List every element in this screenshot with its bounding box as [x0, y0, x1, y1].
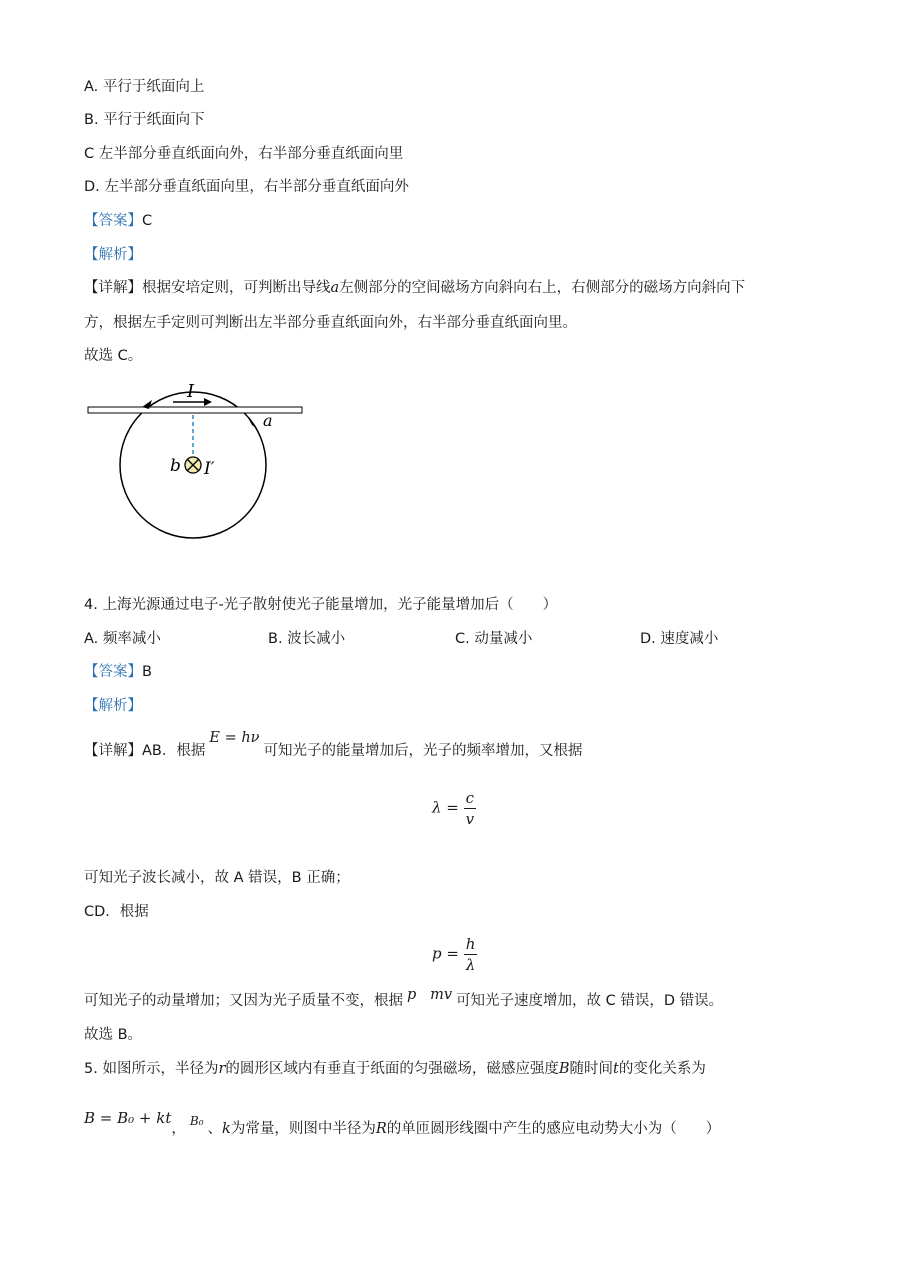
detail-text: AB．根据 — [142, 743, 206, 759]
text: 、 — [207, 1121, 223, 1137]
answer-value: C — [142, 213, 153, 229]
q4-wavelength-line: 可知光子波长减小，故 A 错误，B 正确； — [84, 870, 350, 886]
var-R: R — [375, 1121, 387, 1137]
q3-detail-line2: 方，根据左手定则可判断出左半部分垂直纸面向外，右半部分垂直纸面向里。 — [84, 315, 577, 331]
text: 的圆形区域内有垂直于纸面的匀强磁场，磁感应强度 — [225, 1061, 559, 1077]
equation-p-mv: p mv — [407, 987, 453, 1003]
q5-stem-line1 — [84, 1059, 706, 1079]
q4-option-a: A. 频率减小 — [84, 631, 161, 647]
var-r: r — [218, 1061, 226, 1077]
var-t: t — [613, 1061, 619, 1077]
label-b: b — [170, 456, 181, 476]
detail-text: 可知光子的能量增加后，光子的频率增加，又根据 — [263, 743, 583, 759]
q4-detail — [84, 730, 583, 761]
denominator: λ — [465, 956, 476, 974]
text: 的单匝圆形线圈中产生的感应电动势大小为（ ） — [386, 1121, 721, 1137]
text: 为常量，则图中半径为 — [230, 1121, 376, 1137]
equation-momentum — [432, 934, 477, 975]
var-B0: B₀ — [189, 1114, 204, 1128]
eq-lhs: p = — [432, 944, 459, 963]
q3-option-b: B. 平行于纸面向下 — [84, 112, 205, 128]
text: 随时间 — [569, 1061, 614, 1077]
detail-text: 根据安培定则，可判断出导线 — [142, 280, 331, 296]
numerator: c — [465, 789, 475, 807]
text: 可知光子的动量增加；又因为光子质量不变，根据 — [84, 993, 403, 1009]
q4-analysis-tag — [84, 696, 142, 716]
q4-answer — [84, 662, 152, 682]
var-a: a — [330, 280, 340, 296]
text: 5. 如图所示，半径为 — [84, 1061, 219, 1077]
physics-figure — [80, 378, 320, 548]
q3-analysis-tag — [84, 245, 142, 265]
current-arrow-head — [204, 398, 212, 406]
q5-stem-line2 — [84, 1109, 721, 1139]
equation-E-hv: E = hν — [209, 730, 260, 746]
answer-value: B — [142, 664, 152, 680]
analysis-tag: 【解析】 — [84, 247, 142, 263]
label-I-prime: I′ — [204, 459, 215, 479]
q3-option-c: C 左半部分垂直纸面向外，右半部分垂直纸面向里 — [84, 146, 404, 162]
text: ， — [171, 1121, 186, 1137]
q3-option-d: D. 左半部分垂直纸面向里，右半部分垂直纸面向外 — [84, 179, 409, 195]
q3-answer — [84, 211, 152, 231]
q4-option-d: D. 速度减小 — [640, 631, 719, 647]
answer-tag: 【答案】 — [84, 213, 142, 229]
label-a: a — [263, 411, 273, 430]
q3-detail-line1 — [84, 278, 745, 298]
detail-tag: 【详解】 — [84, 743, 142, 759]
q4-option-b: B. 波长减小 — [268, 631, 346, 647]
numerator: h — [465, 935, 476, 953]
analysis-tag: 【解析】 — [84, 698, 142, 714]
q4-stem: 4. 上海光源通过电子-光子散射使光子能量增加，光子能量增加后（ ） — [84, 597, 558, 613]
detail-text: 左侧部分的空间磁场方向斜向右上，右侧部分的磁场方向斜向下 — [339, 280, 746, 296]
q4-cd-line: CD．根据 — [84, 904, 149, 920]
denominator: v — [465, 810, 475, 828]
equation-B: B = B₀ + kt — [84, 1109, 172, 1127]
q4-momentum-line — [84, 987, 724, 1011]
fraction — [464, 934, 478, 975]
var-k: k — [222, 1121, 231, 1137]
label-I: I — [187, 381, 195, 402]
q4-option-c: C. 动量减小 — [455, 631, 533, 647]
text: 的变化关系为 — [618, 1061, 706, 1077]
q3-conclusion: 故选 C。 — [84, 348, 143, 364]
eq-lhs: λ = — [432, 798, 459, 817]
answer-tag: 【答案】 — [84, 664, 142, 680]
fraction — [464, 788, 476, 829]
q4-conclusion: 故选 B。 — [84, 1027, 143, 1043]
var-B: B — [558, 1061, 570, 1077]
q3-option-a: A. 平行于纸面向上 — [84, 79, 205, 95]
equation-lambda — [432, 788, 476, 829]
detail-tag: 【详解】 — [84, 280, 142, 296]
text: 可知光子速度增加，故 C 错误，D 错误。 — [456, 993, 724, 1009]
